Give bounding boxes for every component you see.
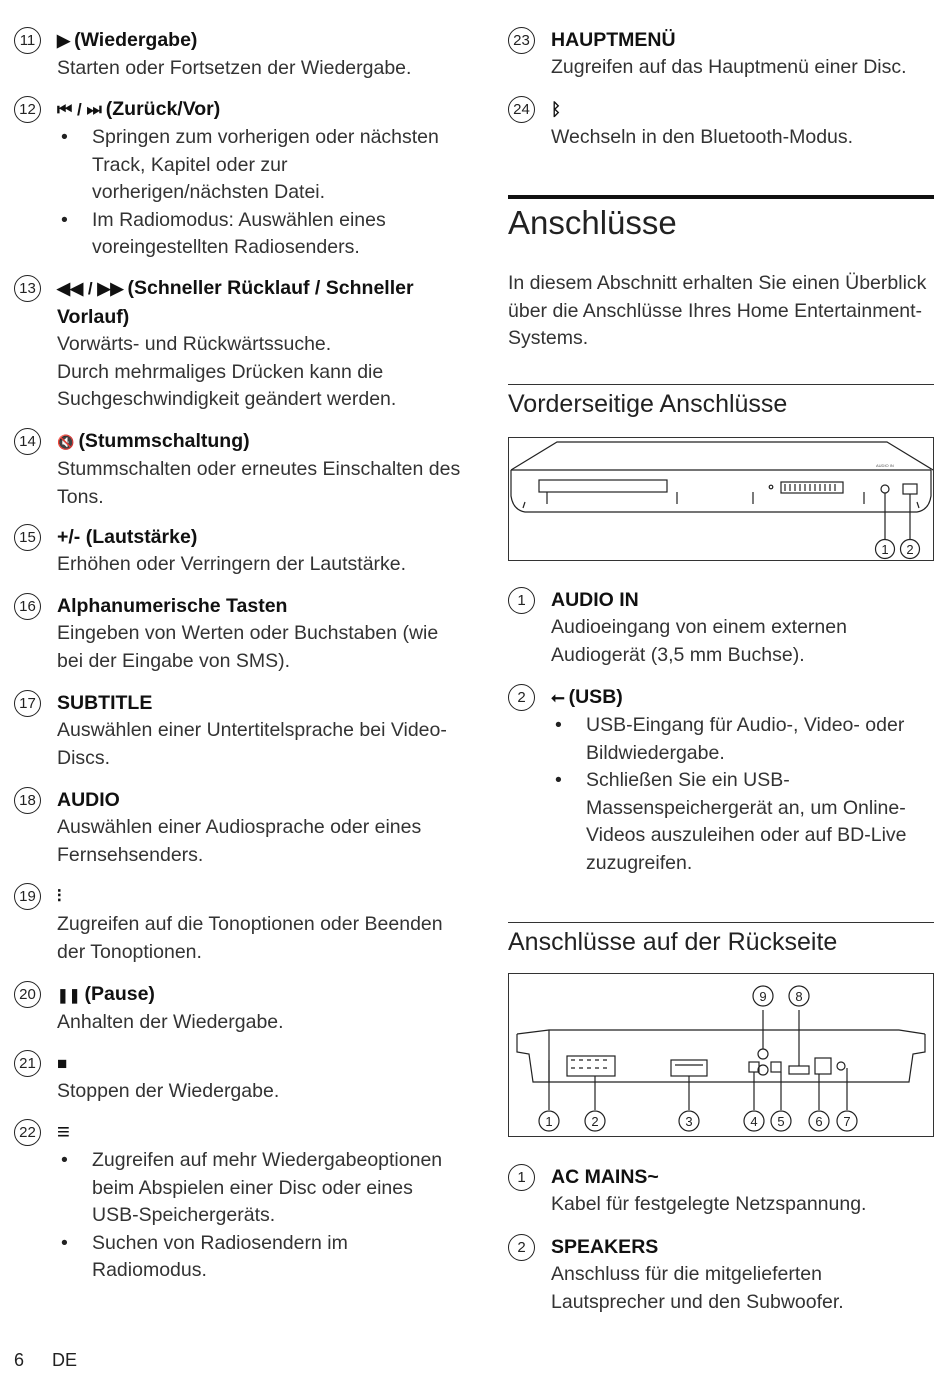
page-footer [14,1350,77,1371]
item-description: Stoppen der Wiedergabe. [57,1080,280,1102]
section-intro: In diesem Abschnitt erhalten Sie einen Überblick über die Anschlüsse Ihres Home Entertainment-Systems. [508,272,927,349]
rear-callout-9: 9 [759,989,767,1004]
item-19 [14,882,464,966]
item-number: 1 [508,587,535,614]
front-title: Vorderseitige Anschlüsse [508,390,788,418]
pause-icon: ❚❚ [57,987,81,1003]
item-11 [14,26,464,83]
item-number: 14 [14,428,41,455]
item-number: 2 [508,684,535,711]
item-number: 19 [14,883,41,910]
item-20 [14,980,464,1037]
item-17 [14,689,464,772]
item-15 [14,523,464,579]
item-number: 21 [14,1050,41,1077]
item-description: Kabel für festgelegte Netzspannung. [551,1193,867,1215]
item-heading: AC MAINS~ [551,1166,659,1188]
front-callout-2: 2 [906,542,914,557]
bullet-list [57,1147,464,1285]
item-number: 23 [508,27,535,54]
stop-icon: ■ [57,1054,68,1073]
item-number: 12 [14,96,41,123]
item-heading [57,1049,464,1078]
back-item-2 [508,1233,938,1316]
play-icon: ▶ [57,31,71,50]
item-12 [14,95,464,262]
bullet-list [57,124,464,262]
item-description: Vorwärts- und Rückwärtssuche. [57,333,332,355]
sound-settings-icon: ⫶ [57,887,62,906]
front-panel-figure [508,437,934,561]
item-description: Zugreifen auf die Tonoptionen oder Beenden der Tonoptionen. [57,913,443,963]
item-description: Eingeben von Werten oder Buchstaben (wie bei der Eingabe von SMS). [57,622,439,672]
language-code: DE [52,1350,78,1370]
rear-callout-4: 4 [750,1114,758,1129]
item-number: 20 [14,981,41,1008]
svg-text:AUDIO IN: AUDIO IN [876,463,894,468]
bullet-list [551,712,938,877]
item-description: Stummschalten oder erneutes Einschalten des Tons. [57,458,461,508]
item-heading: +/- (Lautstärke) [57,526,198,548]
bullet-item: • Suchen von Radiosendern im Radiomodus. [57,1230,464,1285]
item-heading: ⏮ / ⏭ (Zurück/Vor) [57,98,221,120]
rear-callout-7: 7 [843,1114,851,1129]
item-16 [14,592,464,675]
item-number: 18 [14,787,41,814]
bluetooth-icon: ᛒ [551,100,562,119]
rear-callout-2: 2 [591,1114,599,1129]
item-description: Anhalten der Wiedergabe. [57,1011,284,1033]
front-item-2 [508,683,938,877]
item-heading: ⭠ (USB) [551,686,623,708]
item-14 [14,427,464,511]
item-heading: ❚❚ (Pause) [57,983,155,1005]
item-22 [14,1118,464,1285]
item-description: Wechseln in den Bluetooth-Modus. [551,126,854,148]
item-description: Erhöhen oder Verringern der Lautstärke. [57,553,407,575]
section-rule [508,195,934,199]
item-heading [57,882,464,911]
bullet-item: • Im Radiomodus: Auswählen eines voreingestellten Radiosenders. [57,207,464,262]
item-heading: SUBTITLE [57,692,153,714]
item-number: 1 [508,1164,535,1191]
item-description: Auswählen einer Audiosprache oder eines Fernsehsenders. [57,816,422,866]
rear-panel-figure [508,973,934,1137]
item-heading: SPEAKERS [551,1236,659,1258]
usb-icon: ⭠ [551,688,565,707]
item-number: 11 [14,27,41,54]
item-heading: AUDIO [57,789,120,811]
item-21 [14,1049,464,1106]
rear-callout-5: 5 [777,1114,785,1129]
bullet-item: • USB-Eingang für Audio-, Video- oder Bildwiedergabe. [551,712,938,767]
item-13 [14,274,464,414]
item-heading: Alphanumerische Tasten [57,595,288,617]
item-heading: 🔇 (Stummschaltung) [57,430,250,452]
front-callout-1: 1 [881,542,889,557]
bullet-item: • Springen zum vorherigen oder nächsten Track, Kapitel oder zur vorherigen/nächsten Datei. [57,124,464,207]
item-heading [551,95,938,124]
item-number: 15 [14,524,41,551]
item-description: Durch mehrmaliges Drücken kann die Suchgeschwindigkeit geändert werden. [57,360,397,410]
item-24 [508,95,938,152]
item-number: 22 [14,1119,41,1146]
item-description: Starten oder Fortsetzen der Wiedergabe. [57,57,412,79]
rear-panel-drawing [509,974,933,1136]
item-18 [14,786,464,869]
rewind-forward-icon: ◀◀ / ▶▶ [57,279,124,298]
rear-callout-8: 8 [795,989,803,1004]
item-heading: HAUPTMENÜ [551,29,676,51]
rear-callout-1: 1 [545,1114,553,1129]
options-menu-icon: ≡ [57,1119,70,1144]
item-description: Anschluss für die mitgelieferten Lautsprecher und den Subwoofer. [551,1263,844,1313]
item-heading: AUDIO IN [551,589,639,611]
item-number: 17 [14,690,41,717]
front-item-1 [508,586,938,669]
item-number: 13 [14,275,41,302]
page-number: 6 [14,1350,25,1370]
item-heading [57,1118,464,1147]
rear-callout-6: 6 [815,1114,823,1129]
back-item-1 [508,1163,938,1219]
subsection-rule [508,922,934,923]
item-23 [508,26,938,82]
subsection-rule [508,384,934,385]
item-heading: ◀◀ / ▶▶ (Schneller Rücklauf / Schneller Vorlauf) [57,277,414,328]
mute-icon: 🔇 [57,434,75,450]
bullet-item: • Schließen Sie ein USB-Massenspeichergerät an, um Online-Videos auszuleihen oder auf BD-Live zuzugreifen. [551,767,938,877]
rear-callout-3: 3 [685,1114,693,1129]
skip-prev-next-icon: ⏮ / ⏭ [57,100,102,119]
item-description: Zugreifen auf das Hauptmenü einer Disc. [551,56,907,78]
bullet-item: • Zugreifen auf mehr Wiedergabeoptionen beim Abspielen einer Disc oder eines USB-Speichergeräts. [57,1147,464,1230]
section-title: Anschlüsse [508,204,677,241]
item-description: Auswählen einer Untertitelsprache bei Video-Discs. [57,719,447,769]
item-description: Audioeingang von einem externen Audiogerät (3,5 mm Buchse). [551,616,847,666]
item-number: 16 [14,593,41,620]
item-number: 24 [508,96,535,123]
item-number: 2 [508,1234,535,1261]
item-heading: ▶ (Wiedergabe) [57,29,198,51]
front-panel-drawing [509,438,933,560]
back-title: Anschlüsse auf der Rückseite [508,928,838,956]
